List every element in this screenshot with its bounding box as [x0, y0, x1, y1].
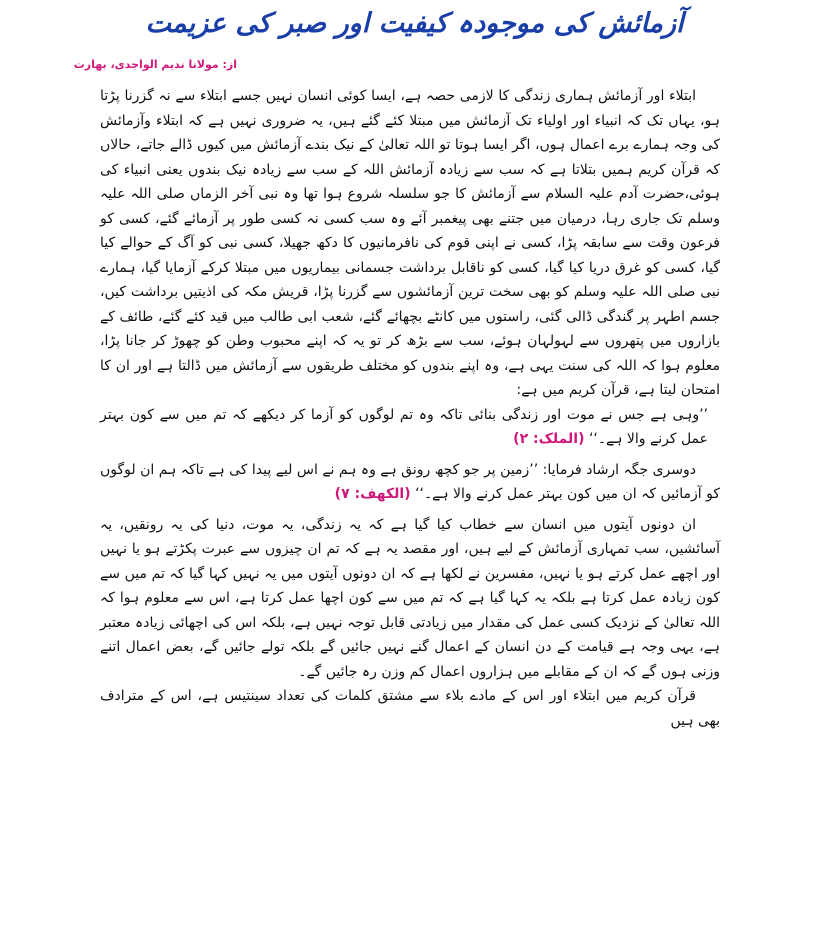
verse-reference: (الکھف: ۷) [334, 486, 411, 502]
article-title: آزمائش کی موجودہ کیفیت اور صبر کی عزیمت [145, 8, 684, 39]
article-body [100, 84, 720, 733]
quote-al-mulk: ’’وہی ہے جس نے موت اور زندگی بنائی تاکہ وہ تم لوگوں کو آزما کر دیکھے کہ تم میں سے کون بہتر عمل کرنے والا ہے۔‘‘ (الملک: ۲) [100, 406, 708, 447]
paragraph-al-kahf: دوسری جگہ ارشاد فرمایا: ’’زمین پر جو کچھ رونق ہے وہ ہم نے اس لیے پیدا کی ہے تاکہ ہم ان لوگوں کو آزمائیں کہ ان میں کون بہتر عمل کرنے والا ہے۔‘‘ (الکھف: ۷) [100, 461, 720, 502]
paragraph-closing: قرآن کریم میں ابتلاء اور اس کے مادے بلاء سے مشتق کلمات کی تعداد سینتیس ہے، اس کے مترادف بھی ہیں [100, 688, 720, 729]
paragraph-intro: ابتلاء اور آزمائش ہماری زندگی کا لازمی حصہ ہے، ایسا کوئی انسان نہیں جسے ابتلاء سے نہ گزرنا پڑتا ہو، یہاں تک کہ انبیاء اور اولیاء تک آزمائش میں مبتلا کئے گئے ہیں، یہ ضروری نہیں ہے کہ ابتلاء وآزمائش کی وجہ ہمارے برے اعمال ہوں، اگر ایسا ہوتا تو اللہ تعالیٰ کے نیک بندے آزمائش میں کیوں ڈالے جاتے، حالاں کہ قرآن کریم ہمیں بتلاتا ہے کہ سب سے زیادہ آزمائش اللہ کے سب سے زیادہ نیک بندوں یعنی انبیاء کی ہوئی،حضرت آدم علیہ السلام سے آزمائش کا جو سلسلہ شروع ہوا تھا وہ نبی آخر الزماں صلی اللہ علیہ وسلم تک جاری رہا، درمیان میں جتنے بھی پیغمبر آئے وہ سب کسی نہ کسی طور پر آزمائے گئے، کسی کو فرعون وقت سے سابقہ پڑا، کسی نے اپنی قوم کی نافرمانیوں کا دکھ جھیلا، کسی نبی کو آگ کے حوالے کیا گیا، کسی کو غرق دریا کیا گیا، کسی کو ناقابل برداشت جسمانی بیماریوں میں مبتلا کرکے آزمایا گیا، ہمارے نبی صلی اللہ علیہ وسلم کو بھی سخت ترین آزمائشوں سے گزرنا پڑا، قریش مکہ کی اذیتیں برداشت کیں، جسم اطہر پر گندگی ڈالی گئی، راستوں میں کانٹے بچھائے گئے، شعب ابی طالب میں قید کئے گئے، طائف کے بازاروں میں پتھروں سے لہولہان ہوئے، سب سے بڑھ کر تو یہ کہ اپنے محبوب وطن کو چھوڑ کر جانا پڑا، معلوم ہوا کہ اللہ کی سنت یہی ہے، وہ اپنے بندوں کو مختلف طریقوں سے آزمائش میں ڈالتا ہے اور ان کا امتحان لیتا ہے، قرآن کریم میں ہے: [100, 88, 720, 398]
verse-reference: (الملک: ۲) [513, 431, 585, 447]
paragraph-commentary: ان دونوں آیتوں میں انسان سے خطاب کیا گیا ہے کہ یہ زندگی، یہ موت، دنیا کی یہ رونقیں، یہ آسائشیں، سب تمہاری آزمائش کے لیے ہیں، اور مقصد یہ ہے کہ تم ان چیزوں سے عبرت پکڑتے ہو یا نہیں اور اچھے عمل کرتے ہو یا نہیں، مفسرین نے لکھا ہے کہ ان دونوں آیتوں میں یہ نہیں کہا گیا کہ تم میں سے کون زیادہ عمل کرتا ہے بلکہ یہ کہا گیا ہے کہ تم میں سے کون اچھا عمل کرتا ہے، اس سے معلوم ہوا کہ اللہ تعالیٰ کے نزدیک کسی عمل کی مقدار میں زیادتی قابل توجہ نہیں ہے، بلکہ اس کی اچھائی زیادہ معتبر ہے، یہی وجہ ہے قیامت کے دن انسان کے اعمال گنے نہیں جائیں گے بلکہ تولے جائیں گے، بعض اعمال اتنے وزنی ہوں گے کہ ان کے مقابلے میں ہزاروں اعمال کم وزن رہ جائیں گے۔ [100, 516, 720, 680]
author-line: از: مولانا ندیم الواجدی، بھارت [73, 58, 237, 71]
